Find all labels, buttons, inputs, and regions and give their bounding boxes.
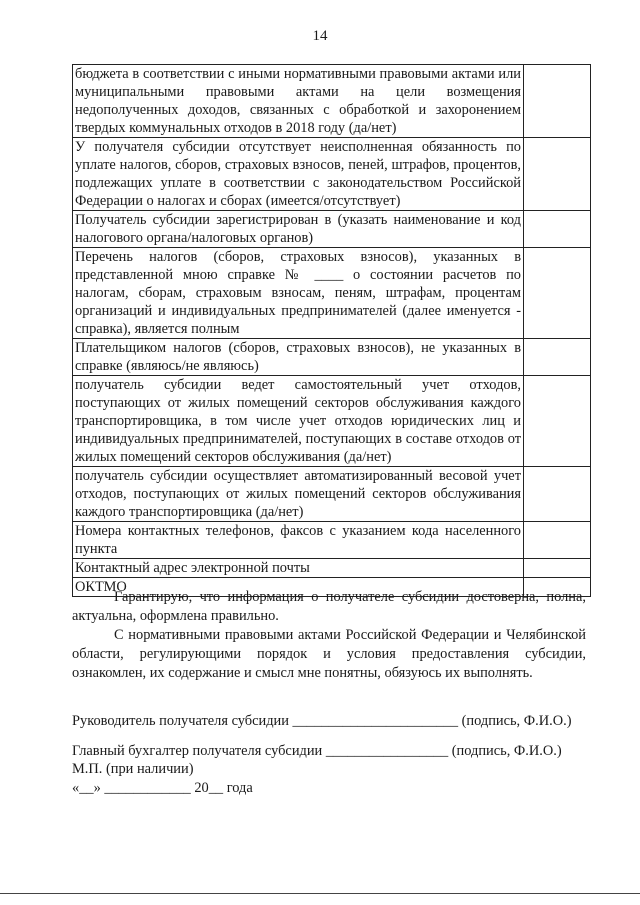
table-row bbox=[73, 211, 591, 248]
answer-cell bbox=[524, 467, 591, 522]
answer-cell bbox=[524, 559, 591, 578]
answer-cell bbox=[524, 248, 591, 339]
answer-cell bbox=[524, 522, 591, 559]
answer-cell bbox=[524, 339, 591, 376]
table-row bbox=[73, 65, 591, 138]
page-bottom-rule bbox=[0, 893, 640, 894]
answer-cell bbox=[524, 211, 591, 248]
answer-cell bbox=[524, 65, 591, 138]
table-row bbox=[73, 559, 591, 578]
table-row bbox=[73, 522, 591, 559]
stamp-note: М.П. (при наличии) bbox=[72, 761, 194, 777]
acknowledge-paragraph: С нормативными правовыми актами Российской Федерации и Челябинской области, регулирующими порядок и условия предоставления субсидии, ознакомлен, их содержание и смысл мне понятны, обязуюсь их выполнять. bbox=[72, 627, 586, 681]
table-row bbox=[73, 376, 591, 467]
subsidy-recipient-table bbox=[72, 64, 591, 597]
table-row bbox=[73, 248, 591, 339]
accountant-signature-line: Главный бухгалтер получателя субсидии _________________ (подпись, Ф.И.О.) bbox=[72, 743, 562, 759]
date-line: «__» ____________ 20__ года bbox=[72, 780, 253, 796]
table-row bbox=[73, 339, 591, 376]
row-text: получатель субсидии ведет самостоятельный учет отходов, поступающих от жилых помещений секторов обслуживания каждого транспортировщика, в том числе учет отходов юридических лиц и индивидуальных предпринимателей, поступающих в составе отходов от жилых помещений секторов обслуживания (да/нет) bbox=[73, 376, 524, 467]
row-text: Получатель субсидии зарегистрирован в (указать наименование и код налогового органа/налоговых органов) bbox=[73, 211, 524, 248]
row-text: Плательщиком налогов (сборов, страховых взносов), не указанных в справке (являюсь/не являюсь) bbox=[73, 339, 524, 376]
guarantee-paragraph: Гарантирую, что информация о получателе субсидии достоверна, полна, актуальна, оформлена правильно. bbox=[72, 589, 586, 624]
row-text: бюджета в соответствии с иными нормативными правовыми актами или муниципальными правовыми актами на цели возмещения недополученных доходов, связанных с обработкой и захоронением твердых коммунальных отходов в 2018 году (да/нет) bbox=[73, 65, 524, 138]
head-signature-line: Руководитель получателя субсидии _______________________ (подпись, Ф.И.О.) bbox=[72, 713, 572, 729]
table-row bbox=[73, 467, 591, 522]
answer-cell bbox=[524, 376, 591, 467]
row-text: Номера контактных телефонов, факсов с указанием кода населенного пункта bbox=[73, 522, 524, 559]
row-text: Контактный адрес электронной почты bbox=[73, 559, 524, 578]
table-row bbox=[73, 138, 591, 211]
row-text: получатель субсидии осуществляет автоматизированный весовой учет отходов, поступающих от жилых помещений секторов обслуживания каждого транспортировщика (да/нет) bbox=[73, 467, 524, 522]
answer-cell bbox=[524, 138, 591, 211]
row-text: У получателя субсидии отсутствует неисполненная обязанность по уплате налогов, сборов, страховых взносов, пеней, штрафов, процентов, подлежащих уплате в соответствии с законодательством Российской Федерации о налогах и сборах (имеется/отсутствует) bbox=[73, 138, 524, 211]
row-text: ОКТМО bbox=[73, 578, 524, 597]
page-number: 14 bbox=[312, 28, 328, 44]
row-text: Перечень налогов (сборов, страховых взносов), указанных в представленной мною справке № ____ о состоянии расчетов по налогам, сборам, страховым взносам, пеням, штрафам, процентам организаций и индивидуальных предпринимателей (далее именуется - справка), является полным bbox=[73, 248, 524, 339]
